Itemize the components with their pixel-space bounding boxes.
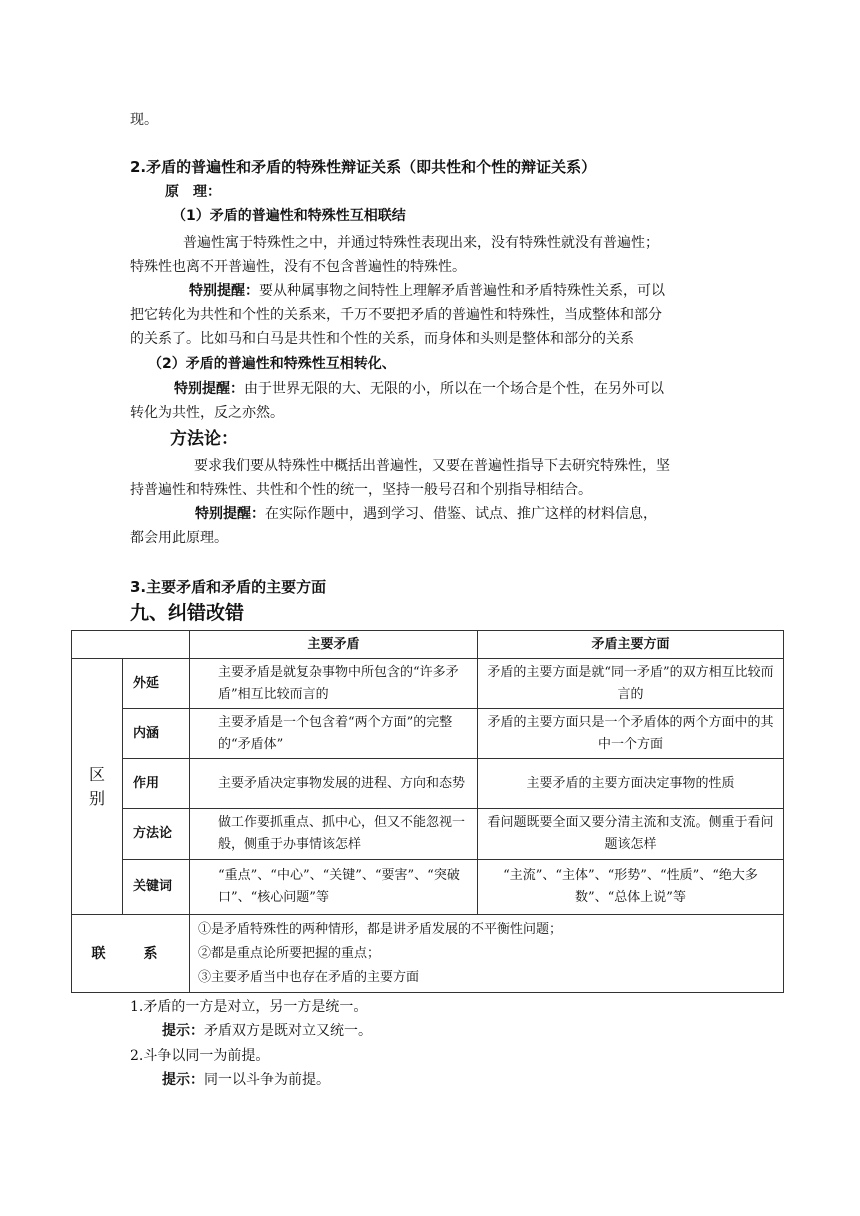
connection-label: 联 系 [72,915,190,993]
method-label: 方法论： [170,429,238,449]
connection-item: ③主要矛盾当中也存在矛盾的主要方面 [198,969,420,985]
table-row [72,809,784,860]
section9-heading: 九、纠错改错 [130,602,245,624]
paragraph-line: 转化为共性，反之亦然。 [130,405,284,421]
table-row [72,659,784,709]
paragraph-line: 的关系了。比如马和白马是共性和个性的关系，而身体和头则是整体和部分的关系 [130,331,634,347]
table-row [72,759,784,809]
subheading-1: （1）矛盾的普遍性和特殊性互相联结 [172,208,406,224]
tip-text: 由于世界无限的大、无限的小，所以在一个场合是个性，在另外可以 [244,381,664,397]
error-hint [162,1069,330,1091]
cell-aspect: 矛盾的主要方面是就“同一矛盾”的双方相互比较而言的 [478,659,784,709]
cell-main: 主要矛盾决定事物发展的进程、方向和态势 [190,759,478,809]
cell-aspect: “主流”、“主体”、“形势”、“性质”、“绝大多数”、“总体上说”等 [478,860,784,915]
table-row [72,709,784,759]
cell-main: 主要矛盾是一个包含着“两个方面”的完整的“矛盾体” [190,709,478,759]
tip-label: 特别提醒： [174,381,244,397]
row-label: 外延 [123,659,190,709]
header-main-aspect: 矛盾主要方面 [478,631,784,659]
subheading-2: （2）矛盾的普遍性和特殊性互相转化、 [148,356,396,372]
paragraph-line: 要求我们要从特殊性中概括出普遍性，又要在普遍性指导下去研究特殊性，坚 [194,458,670,474]
hint-label: 提示： [162,1072,204,1088]
paragraph-line: 普遍性寓于特殊性之中，并通过特殊性表现出来，没有特殊性就没有普遍性； [183,235,659,251]
difference-label: 区别 [72,659,123,915]
hint-text: 矛盾双方是既对立又统一。 [204,1023,372,1039]
tip-text: 在实际作题中，遇到学习、借鉴、试点、推广这样的材料信息， [265,506,657,522]
hint-text: 同一以斗争为前提。 [204,1072,330,1088]
cell-aspect: 看问题既要全面又要分清主流和支流。侧重于看问题该怎样 [478,809,784,860]
cell-main: 做工作要抓重点、抓中心，但又不能忽视一般，侧重于办事情该怎样 [190,809,478,860]
table-header-row [72,631,784,659]
cell-main: 主要矛盾是就复杂事物中所包含的“许多矛盾”相互比较而言的 [190,659,478,709]
error-hint [162,1020,372,1042]
connection-item: ②都是重点论所要把握的重点； [198,945,381,961]
table-corner-cell [72,631,190,659]
row-label: 内涵 [123,709,190,759]
header-main-contradiction: 主要矛盾 [190,631,478,659]
error-statement: 1.矛盾的一方是对立，另一方是统一。 [130,999,368,1015]
paragraph-line: 把它转化为共性和个性的关系来，千万不要把矛盾的普遍性和特殊性，当成整体和部分 [130,307,662,323]
row-label: 方法论 [123,809,190,860]
section3-heading: 3.主要矛盾和矛盾的主要方面 [130,578,327,596]
tip-paragraph-1 [189,280,665,302]
row-label: 关键词 [123,860,190,915]
table-row [72,860,784,915]
principle-label: 原 理： [165,184,221,200]
error-statement: 2.斗争以同一为前提。 [130,1048,270,1064]
cell-aspect: 矛盾的主要方面只是一个矛盾体的两个方面中的其中一个方面 [478,709,784,759]
tip-paragraph-2 [174,378,664,400]
tip-label: 特别提醒： [195,506,265,522]
tip-label: 特别提醒： [189,283,259,299]
hint-label: 提示： [162,1023,204,1039]
connection-row [72,915,784,993]
paragraph-line: 都会用此原理。 [130,530,228,546]
section2-heading: 2.矛盾的普遍性和矛盾的特殊性辩证关系（即共性和个性的辩证关系） [130,158,597,176]
paragraph-line: 特殊性也离不开普遍性，没有不包含普遍性的特殊性。 [130,259,466,275]
connection-item: ①是矛盾特殊性的两种情形，都是讲矛盾发展的不平衡性问题； [198,921,563,937]
connection-content [190,915,784,993]
text-continuation: 现。 [130,112,158,128]
tip-paragraph-3 [195,503,657,525]
cell-aspect: 主要矛盾的主要方面决定事物的性质 [478,759,784,809]
comparison-table [71,630,784,993]
paragraph-line: 持普遍性和特殊性、共性和个性的统一，坚持一般号召和个别指导相结合。 [130,482,592,498]
cell-main: “重点”、“中心”、“关键”、“要害”、“突破口”、“核心问题”等 [190,860,478,915]
tip-text: 要从种属事物之间特性上理解矛盾普遍性和矛盾特殊性关系，可以 [259,283,665,299]
row-label: 作用 [123,759,190,809]
